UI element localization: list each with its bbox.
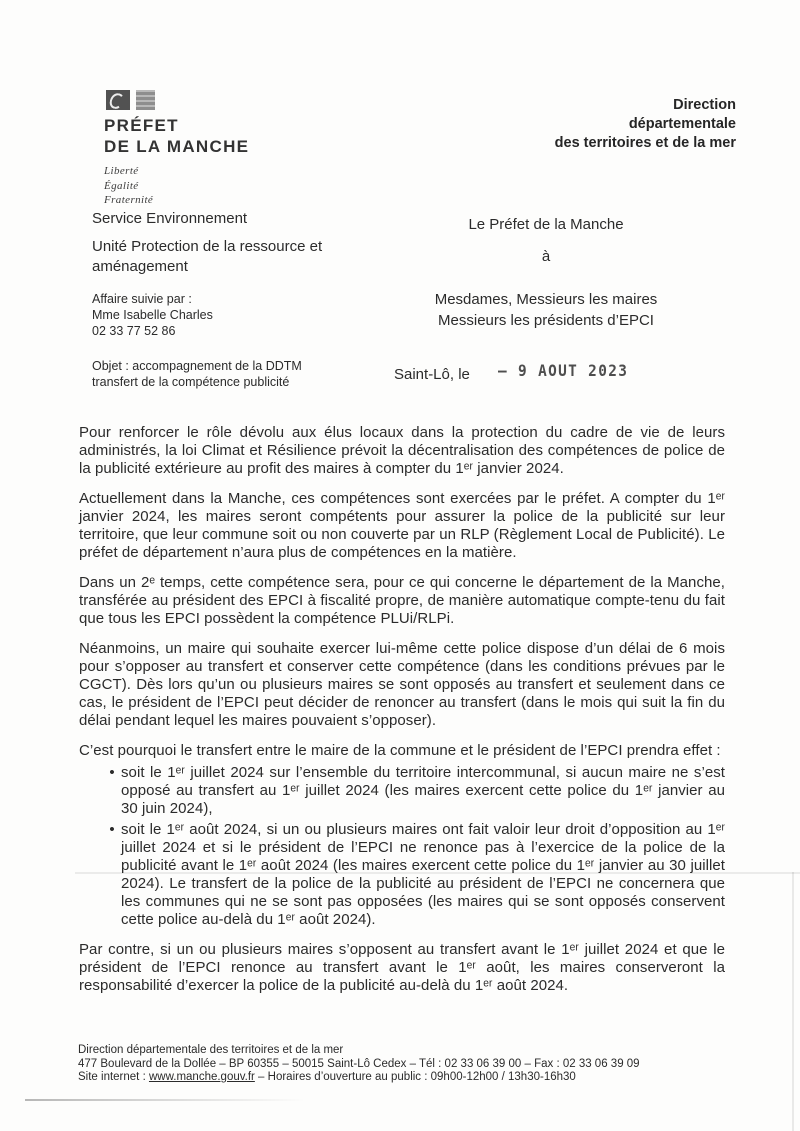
letter-body [79,424,725,1007]
bullet-item-2 [79,821,725,929]
bullet-list [79,764,725,929]
logo-title-line1: PRÉFET [104,116,179,135]
paragraph-3: Dans un 2ᵉ temps, cette compétence sera, pour ce qui concerne le département de la Manche, transférée au président des EPCI à fiscalité propre, de manière automatique compte-tenu du fait que tous les EPCI possèdent la compétence PLUi/RLPi. [79,574,725,627]
website-url: www.manche.gouv.fr [148,1071,255,1083]
scan-artifact-line [25,1099,305,1101]
paragraph-5-intro: C’est pourquoi le transfert entre le maire de la commune et le président de l’EPCI prendra effet : [79,742,721,759]
recipient-line1: Mesdames, Messieurs les maires [434,291,658,308]
letter-author: Le Préfet de la Manche [468,216,624,233]
paragraph-6: Par contre, si un ou plusieurs maires s’opposent au transfert avant le 1ᵉʳ juillet 2024 et que le président de l’EPCI renonce au transfert avant le 1ᵉʳ août, les maires conserveront la responsabilité d’exercer la police de la publicité au-delà du 1ᵉʳ août 2024. [79,941,725,994]
bullet-icon: • [109,764,115,781]
subject-block [92,358,302,390]
footer-website-line [78,1071,640,1085]
recipient-line2: Messieurs les présidents d’EPCI [438,312,654,329]
contact-label: Affaire suivie par : [92,292,192,306]
sender-unit: Unité Protection de la ressource et aménagement [92,238,323,275]
prefecture-logo [104,90,249,208]
bullet-item-1 [79,764,725,818]
recipient-lines [400,289,692,331]
bullet-item-1-text: soit le 1ᵉʳ juillet 2024 sur l’ensemble du territoire intercommunal, si aucun maire ne s’est opposé au transfert au 1ᵉʳ juillet 2024 (les maires exercent cette police du 1ᵉʳ janvier au 30 juin 2024), [121,764,725,817]
french-flag-icon [106,90,249,110]
subject-line2: transfert de la compétence publicité [92,375,290,389]
logo-title-line2: DE LA MANCHE [104,137,250,156]
footer-hours: – Horaires d’ouverture au public : 09h00-12h00 / 13h30-16h30 [254,1071,576,1083]
footer-directorate: Direction départementale des territoires et de la mer [78,1044,344,1056]
letter-footer [78,1044,640,1085]
footer-address: 477 Boulevard de la Dollée – BP 60355 – 50015 Saint-Lô Cedex – Tél : 02 33 06 39 00 – Fax : 02 33 06 39 09 [78,1057,640,1070]
motto-fraternite: Fraternité [104,194,154,206]
contact-name: Mme Isabelle Charles [92,308,213,322]
bullet-item-2-text: soit le 1ᵉʳ août 2024, si un ou plusieurs maires ont fait valoir leur droit d’opposition au 1ᵉʳ juillet 2024 et si le président de l’EPCI ne renonce pas à l’exercice de la police de la publicité avant le 1ᵉʳ août 2024 (les maires exercent cette police du 1ᵉʳ janvier au 30 juillet 2024). Le transfert de la police de la publicité au président de l’EPCI ne concernera que les communes qui ne se sont pas opposées (les maires qui se sont opposés conservent cette police au-delà du 1ᵉʳ août 2024). [121,821,725,928]
paragraph-2: Actuellement dans la Manche, ces compétences sont exercées par le préfet. A compter du 1ᵉʳ janvier 2024, les maires seront compétents pour assurer la police de la publicité sur leur territoire, que leur commune soit ou non couverte par un RLP (Règlement Local de Publicité). Le préfet de département n’aura plus de compétences en la matière. [79,490,725,561]
scan-artifact-line [792,872,794,1131]
contact-phone: 02 33 77 52 86 [92,324,176,338]
paragraph-1: Pour renforcer le rôle dévolu aux élus locaux dans la protection du cadre de vie de leurs administrés, la loi Climat et Résilience prévoit la décentralisation des compétences de police de la publicité extérieure au profit des maires à compter du 1ᵉʳ janvier 2024. [79,424,725,477]
recipient-block [400,216,692,331]
bullet-icon: • [109,821,115,838]
motto-egalite: Égalité [104,179,139,192]
footer-website-prefix: Site internet : [78,1071,149,1083]
place-and-date-label: Saint-Lô, le [394,366,470,383]
sender-service: Service Environnement [92,210,248,227]
paragraph-4: Néanmoins, un maire qui souhaite exercer lui-même cette police dispose d’un délai de 6 mois pour s’opposer au transfert et conserver cette compétence (dans les conditions prévues par le CGCT). Dès lors qu’un ou plusieurs maires se sont opposés au transfert et seulement dans ce cas, le président de l’EPCI peut décider de renoncer au transfert (dans le mois qui suit la fin du délai pendant lequel les maires pouvaient s’opposer). [79,640,725,729]
flag-stripes-icon [136,90,155,110]
motto-liberte: Liberté [104,165,139,177]
directorate-line1: Direction [673,97,736,113]
subject-line1: Objet : accompagnement de la DDTM [92,359,302,373]
directorate-line2: départementale [628,116,736,132]
marianne-icon [106,90,130,110]
to-word: à [541,248,551,265]
contact-block [92,291,213,339]
date-stamp: – 9 AOUT 2023 [498,361,629,380]
directorate-line3: des territoires et de la mer [554,135,736,151]
issuing-directorate [416,96,736,153]
motto [104,164,249,208]
